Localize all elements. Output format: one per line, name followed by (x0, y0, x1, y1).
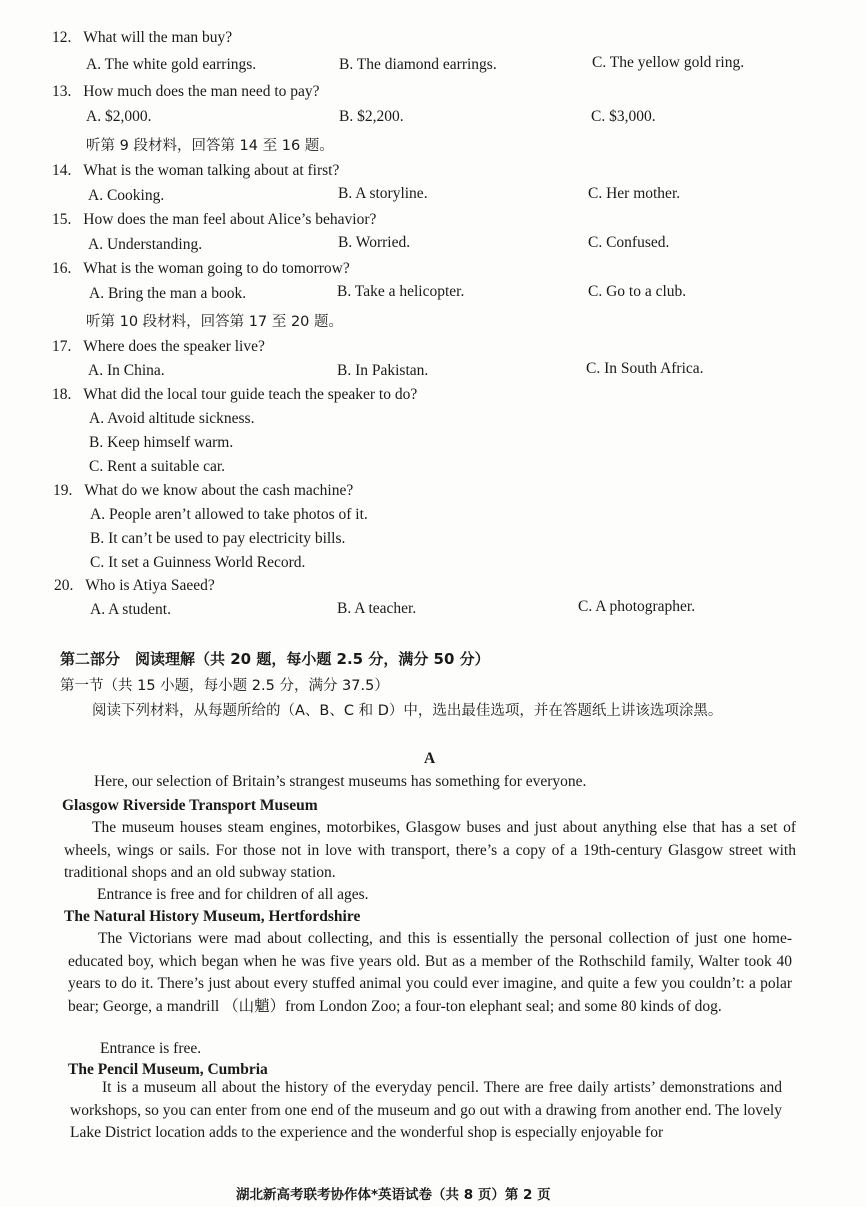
option-c: C. The yellow gold ring. (592, 54, 745, 71)
option-c: C. Confused. (588, 234, 670, 251)
option-c: C. A photographer. (578, 598, 696, 615)
instruction-section-10: 听第 10 段材料，回答第 17 至 20 题。 (86, 314, 344, 330)
instruction-section-9: 听第 9 段材料，回答第 14 至 16 题。 (86, 138, 334, 154)
option-a: A. $2,000. (86, 108, 152, 125)
option-c: C. $3,000. (591, 108, 656, 125)
question-stem: What is the woman going to do tomorrow? (83, 260, 350, 277)
question-number: 12. (52, 29, 72, 46)
question-19 (53, 482, 353, 500)
part2-subheading: 第一节（共 15 小题，每小题 2.5 分，满分 37.5） (60, 678, 389, 694)
question-number: 17. (52, 338, 72, 355)
question-number: 13. (52, 83, 72, 100)
option-c: C. Her mother. (588, 185, 681, 202)
museum-3-name: The Pencil Museum, Cumbria (68, 1061, 268, 1078)
question-number: 16. (52, 260, 72, 277)
option-a: A. Cooking. (88, 187, 165, 204)
question-20 (54, 577, 215, 595)
question-number: 14. (52, 162, 72, 179)
question-number: 18. (52, 386, 72, 403)
option-c: C. Rent a suitable car. (89, 458, 226, 475)
option-b: B. The diamond earrings. (339, 56, 497, 73)
museum-2-body-text: The Victorians were mad about collecting, and this is essentially the personal collection of just one home-educated boy, which began when he was five years old. But as a member of the Rothschild family, Walter took 40 years to do it. There’s just about every stuffed animal you could ever imagine, and quite a few you couldn’t: a polar bear; George, a mandrill （山魈）from London Zoo; a four-ton elephant seal; and some 80 kinds of dog. (68, 930, 792, 1015)
question-stem: Where does the speaker live? (83, 338, 265, 355)
question-stem: What is the woman talking about at first? (83, 162, 340, 179)
museum-1-body (64, 817, 796, 885)
option-a: A. Understanding. (88, 236, 203, 253)
passage-label: A (424, 750, 436, 767)
option-c: C. Go to a club. (588, 283, 687, 300)
option-b: B. Keep himself warm. (89, 434, 234, 451)
museum-1-name: Glasgow Riverside Transport Museum (62, 797, 318, 814)
question-stem: What will the man buy? (83, 29, 233, 46)
option-b: B. It can’t be used to pay electricity bills. (90, 530, 346, 547)
question-15 (52, 211, 376, 229)
option-c: C. In South Africa. (586, 360, 704, 377)
question-number: 19. (53, 482, 73, 499)
option-b: B. Take a helicopter. (337, 283, 465, 300)
option-b: B. A teacher. (337, 600, 417, 617)
museum-1-entrance: Entrance is free and for children of all ages. (97, 886, 369, 903)
question-14 (52, 162, 339, 180)
question-18 (52, 386, 417, 404)
part2-heading: 第二部分 阅读理解（共 20 题，每小题 2.5 分，满分 50 分） (60, 650, 490, 668)
question-13 (52, 83, 320, 101)
directions-text: 阅读下列材料，从每题所给的（A、B、C 和 D）中，选出最佳选项，并在答题纸上讲该选项涂黑。 (92, 703, 723, 719)
option-a: A. A student. (90, 601, 171, 618)
option-a: A. The white gold earrings. (86, 56, 257, 73)
option-a: A. Bring the man a book. (89, 285, 247, 302)
option-a: A. Avoid altitude sickness. (89, 410, 255, 427)
question-stem: Who is Atiya Saeed? (85, 577, 215, 594)
part2-directions (60, 698, 805, 724)
question-number: 20. (54, 577, 74, 594)
option-c: C. It set a Guinness World Record. (90, 554, 306, 571)
option-b: B. $2,200. (339, 108, 404, 125)
question-number: 15. (52, 211, 72, 228)
museum-2-body (68, 928, 792, 1018)
question-stem: What did the local tour guide teach the speaker to do? (83, 386, 418, 403)
museum-3-body (70, 1077, 782, 1145)
museum-1-body-text: The museum houses steam engines, motorbikes, Glasgow buses and just about anything else that has a set of wheels, wings or sails. For those not in love with transport, there’s a copy of a 19th-century Glasgow street with traditional shops and an old subway station. (64, 819, 796, 882)
museum-2-name: The Natural History Museum, Hertfordshire (64, 908, 361, 925)
option-a: A. People aren’t allowed to take photos of it. (90, 506, 368, 523)
museum-3-body-text: It is a museum all about the history of the everyday pencil. There are free daily artists’ demonstrations and workshops, so you can enter from one end of the museum and go out with a drawing from another end. The lovely Lake District location adds to the experience and the wonderful shop is especially enjoyable for (70, 1079, 782, 1142)
question-12 (52, 29, 232, 47)
question-stem: How much does the man need to pay? (83, 83, 320, 100)
option-b: B. Worried. (338, 234, 411, 251)
museum-2-entrance: Entrance is free. (100, 1040, 202, 1057)
option-a: A. In China. (88, 362, 165, 379)
passage-intro: Here, our selection of Britain’s strangest museums has something for everyone. (94, 773, 587, 790)
option-b: B. A storyline. (338, 185, 428, 202)
page-footer: 湖北新高考联考协作体*英语试卷（共 8 页）第 2 页 (236, 1187, 551, 1203)
option-b: B. In Pakistan. (337, 362, 429, 379)
question-stem: What do we know about the cash machine? (84, 482, 354, 499)
question-17 (52, 338, 265, 356)
question-stem: How does the man feel about Alice’s behavior? (83, 211, 377, 228)
question-16 (52, 260, 350, 278)
